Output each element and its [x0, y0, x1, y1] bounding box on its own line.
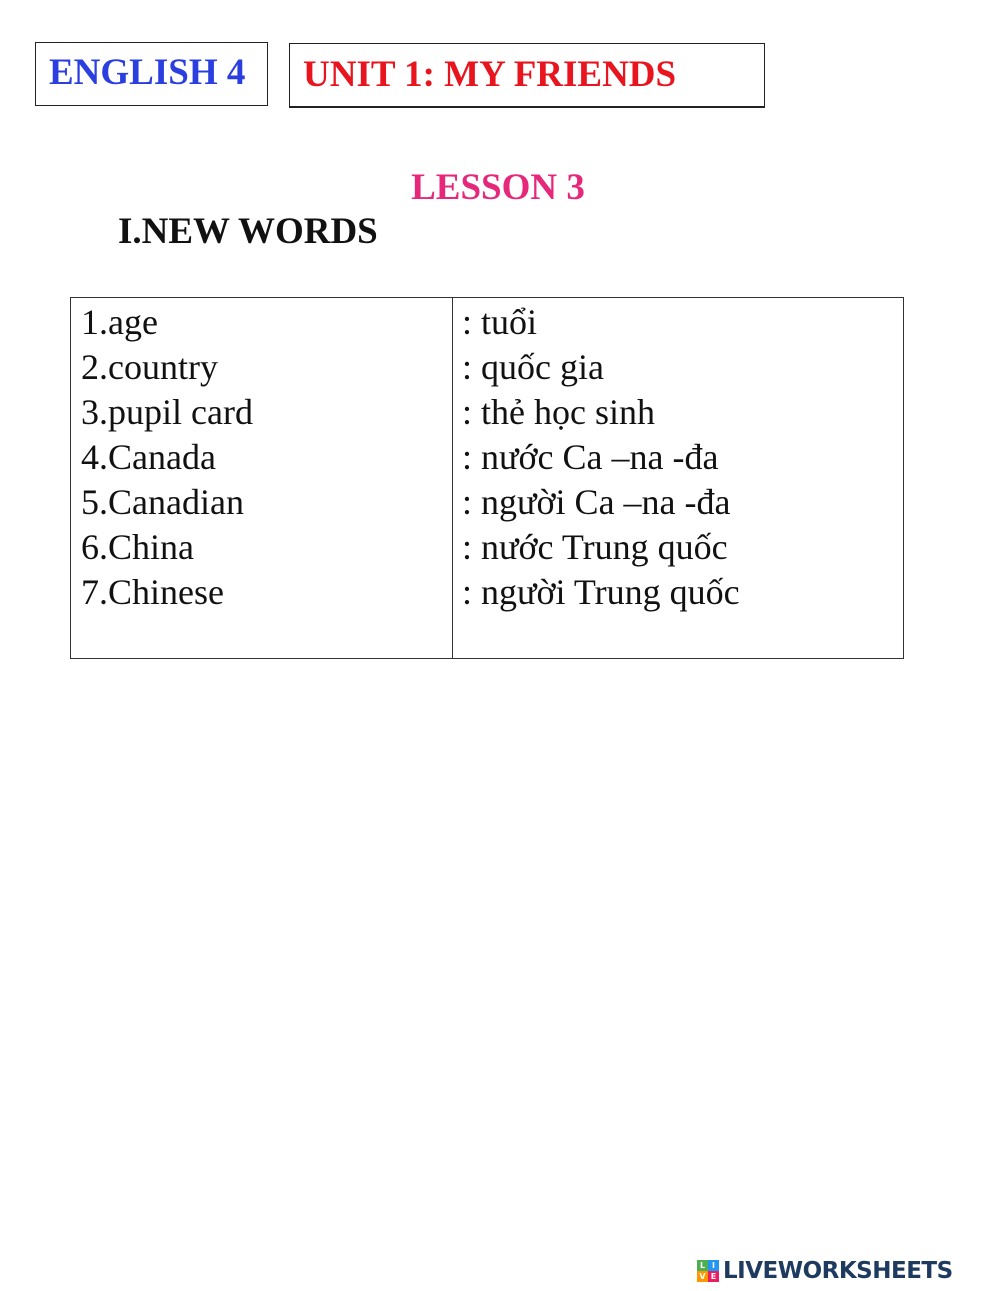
logo-mark-letter: I	[708, 1260, 719, 1271]
section-title: I.NEW WORDS	[118, 211, 378, 252]
vocab-term: 7.Chinese	[81, 572, 224, 612]
vocab-term: 1.age	[81, 302, 158, 342]
vocab-meaning: : nước Ca –na -đa	[462, 437, 719, 477]
vocab-term: 3.pupil card	[81, 392, 253, 432]
unit-title: UNIT 1: MY FRIENDS	[303, 54, 677, 95]
vocab-term: 5.Canadian	[81, 482, 244, 522]
vocab-meaning: : người Trung quốc	[462, 572, 740, 612]
vocab-term: 2.country	[81, 347, 218, 387]
vocabulary-table	[70, 297, 904, 659]
vocab-meaning: : nước Trung quốc	[462, 527, 728, 567]
logo-mark-letter: V	[697, 1271, 708, 1282]
vocab-meaning: : tuổi	[462, 302, 538, 342]
logo-text: LIVEWORKSHEETS	[723, 1258, 953, 1284]
english-terms-column	[71, 298, 453, 658]
vocab-term: 6.China	[81, 527, 194, 567]
vietnamese-meanings-column	[453, 298, 903, 658]
liveworksheets-logo-icon	[697, 1260, 719, 1282]
logo-mark-letter: L	[697, 1260, 708, 1271]
vocab-meaning: : quốc gia	[462, 347, 604, 387]
liveworksheets-logo[interactable]	[697, 1257, 953, 1285]
vocab-meaning: : người Ca –na -đa	[462, 482, 731, 522]
logo-mark-letter: E	[708, 1271, 719, 1282]
course-title: ENGLISH 4	[49, 52, 246, 93]
lesson-title: LESSON 3	[411, 167, 585, 208]
course-title-box	[35, 42, 268, 106]
vocab-meaning: : thẻ học sinh	[462, 392, 655, 432]
vocab-term: 4.Canada	[81, 437, 216, 477]
unit-title-box	[289, 43, 765, 108]
